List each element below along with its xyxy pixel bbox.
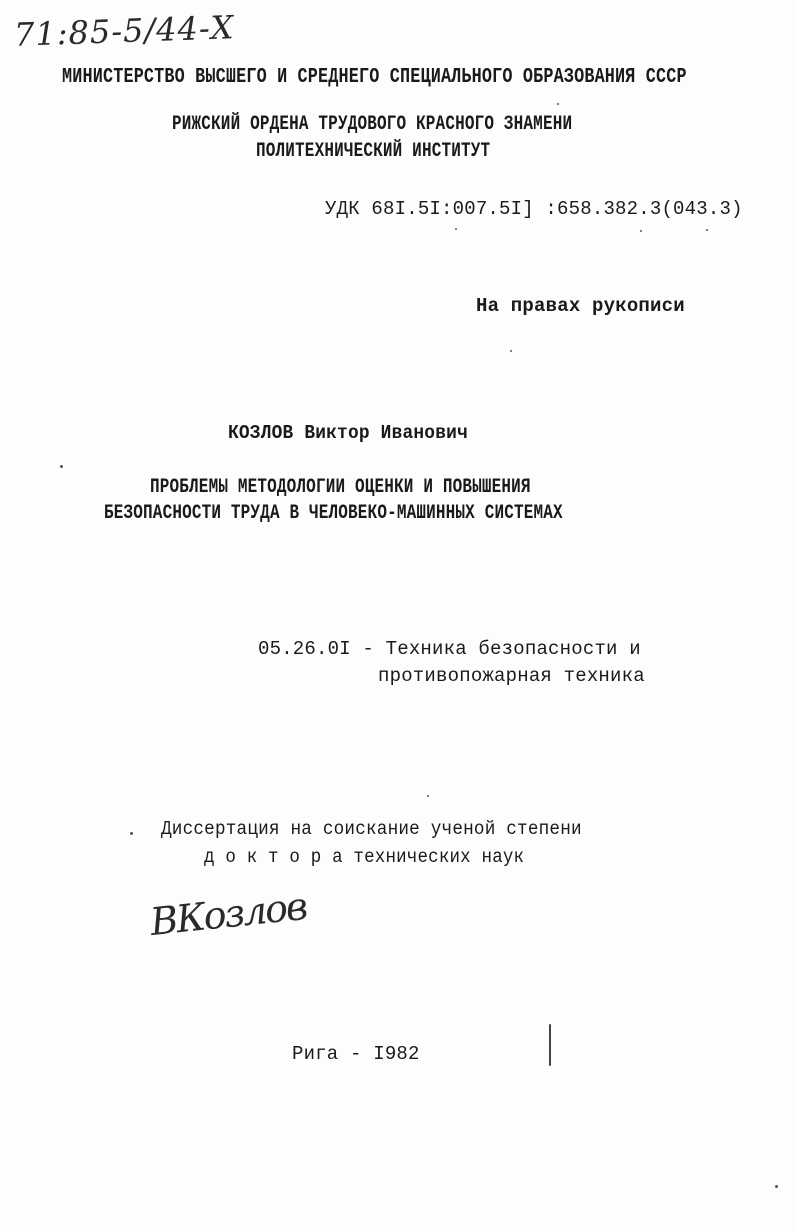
scan-speck — [775, 1185, 778, 1188]
scan-speck — [510, 350, 512, 352]
scan-speck — [427, 795, 429, 797]
scan-speck — [640, 230, 642, 232]
author-name: КОЗЛОВ Виктор Иванович — [228, 422, 468, 444]
specialty-line1: 05.26.0I - Техника безопасности и — [258, 638, 641, 660]
degree-line2: д о к т о р а технических наук — [204, 846, 525, 868]
city-year: Рига - I982 — [292, 1043, 420, 1065]
scan-speck — [130, 832, 133, 835]
ministry-heading: МИНИСТЕРСТВО ВЫСШЕГО И СРЕДНЕГО СПЕЦИАЛЬНОГО ОБРАЗОВАНИЯ СССР — [62, 66, 687, 89]
author-signature: ВКозлов — [148, 883, 309, 945]
udc-code: УДК 68I.5I:007.5I] :658.382.3(043.3) — [325, 198, 743, 220]
rights-note: На правах рукописи — [476, 295, 685, 317]
institute-name-line2: ПОЛИТЕХНИЧЕСКИЙ ИНСТИТУТ — [256, 140, 491, 163]
scan-speck — [60, 465, 63, 468]
institute-name-line1: РИЖСКИЙ ОРДЕНА ТРУДОВОГО КРАСНОГО ЗНАМЕНИ — [172, 113, 573, 136]
handwritten-archive-code: 71:85-5/44-Х — [13, 8, 236, 54]
dissertation-title-line2: БЕЗОПАСНОСТИ ТРУДА В ЧЕЛОВЕКО-МАШИННЫХ СИСТЕМАХ — [104, 502, 563, 525]
dissertation-title-line1: ПРОБЛЕМЫ МЕТОДОЛОГИИ ОЦЕНКИ И ПОВЫШЕНИЯ — [150, 476, 531, 499]
specialty-line2: противопожарная техника — [378, 665, 645, 687]
scan-speck — [455, 228, 457, 230]
degree-line1: Диссертация на соискание ученой степени — [161, 818, 582, 840]
scan-speck — [557, 103, 559, 105]
scan-mark — [549, 1024, 551, 1066]
scan-speck — [706, 229, 708, 231]
